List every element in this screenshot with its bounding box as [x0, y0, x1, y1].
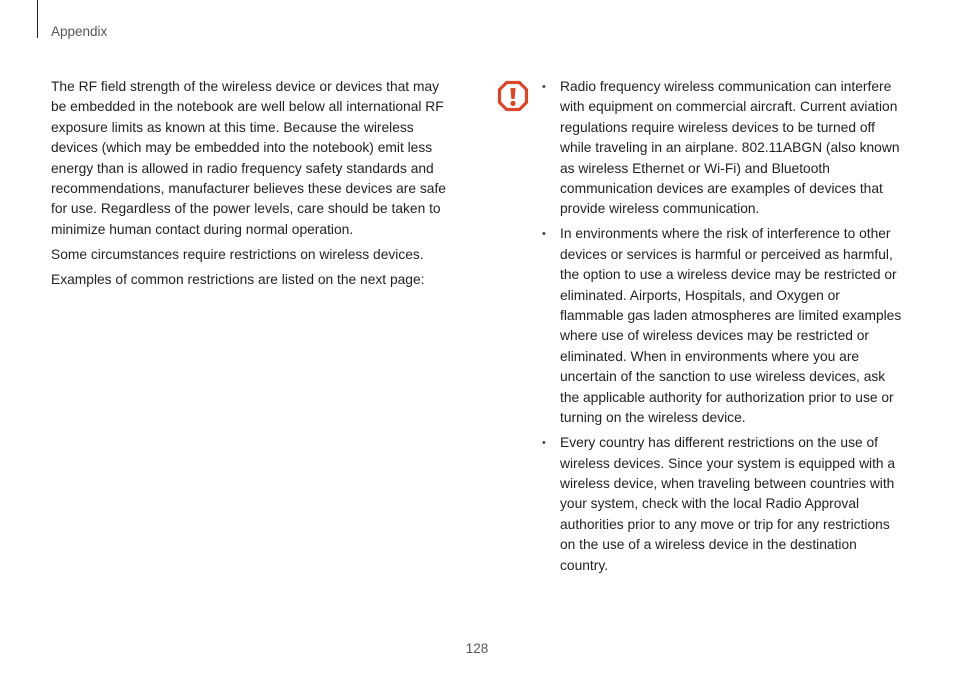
bullet-marker: •	[542, 81, 546, 93]
warning-item-text: Radio frequency wireless communication can interfere with equipment on commercial aircraft. Current aviation regulations require wireless devices to be turned off while traveling in an airplane. 802.11ABGN (also known as wireless Ethernet or Wi-Fi) and Bluetooth communication devices are examples of devices that provide wireless communication.	[560, 79, 900, 217]
warning-item-text: In environments where the risk of interference to other devices or services is harmful or perceived as harmful, the option to use a wireless device may be restricted or eliminated. Airports, Hospitals, and Oxygen or flammable gas laden atmospheres are limited examples where use of wireless devices may be restricted or eliminated. When in environments where you are uncertain of the sanction to use wireless devices, ask the applicable authority for authorization prior to use or turning on the wireless device.	[560, 226, 902, 426]
warning-item-country	[542, 433, 904, 576]
warning-exclamation-icon	[497, 80, 529, 112]
left-column	[51, 77, 447, 295]
warning-icon-bar	[510, 88, 515, 99]
warning-icon-dot	[510, 101, 515, 106]
warning-list	[542, 77, 904, 576]
page-number: 128	[465, 641, 489, 656]
header-rule	[37, 0, 38, 38]
bullet-marker: •	[542, 228, 546, 241]
paragraph-rf-field-strength: The RF field strength of the wireless device or devices that may be embedded in the notebook are well below all international RF exposure limits as known at this time. Because the wireless devices (which may be embedded into the notebook) emit less energy than is allowed in radio frequency safety standards and recommendations, manufacturer believes these devices are safe for use. Regardless of the power levels, care should be taken to minimize human contact during normal operation.	[51, 79, 446, 237]
warning-list-column	[542, 77, 904, 581]
warning-item-text: Every country has different restrictions on the use of wireless devices. Since your system is equipped with a wireless device, when traveling between countries with your system, check with the local Radio Approval authorities prior to any move or trip for any restrictions on the use of a wireless device in the destination country.	[560, 435, 896, 573]
bullet-marker: •	[542, 437, 546, 450]
section-label: Appendix	[51, 24, 108, 39]
warning-item-interference	[542, 224, 904, 428]
warning-item-aircraft	[542, 77, 904, 220]
paragraph-restrictions-intro: Some circumstances require restrictions on wireless devices.	[51, 246, 424, 262]
paragraph-restrictions-examples: Examples of common restrictions are listed on the next page:	[51, 271, 425, 287]
